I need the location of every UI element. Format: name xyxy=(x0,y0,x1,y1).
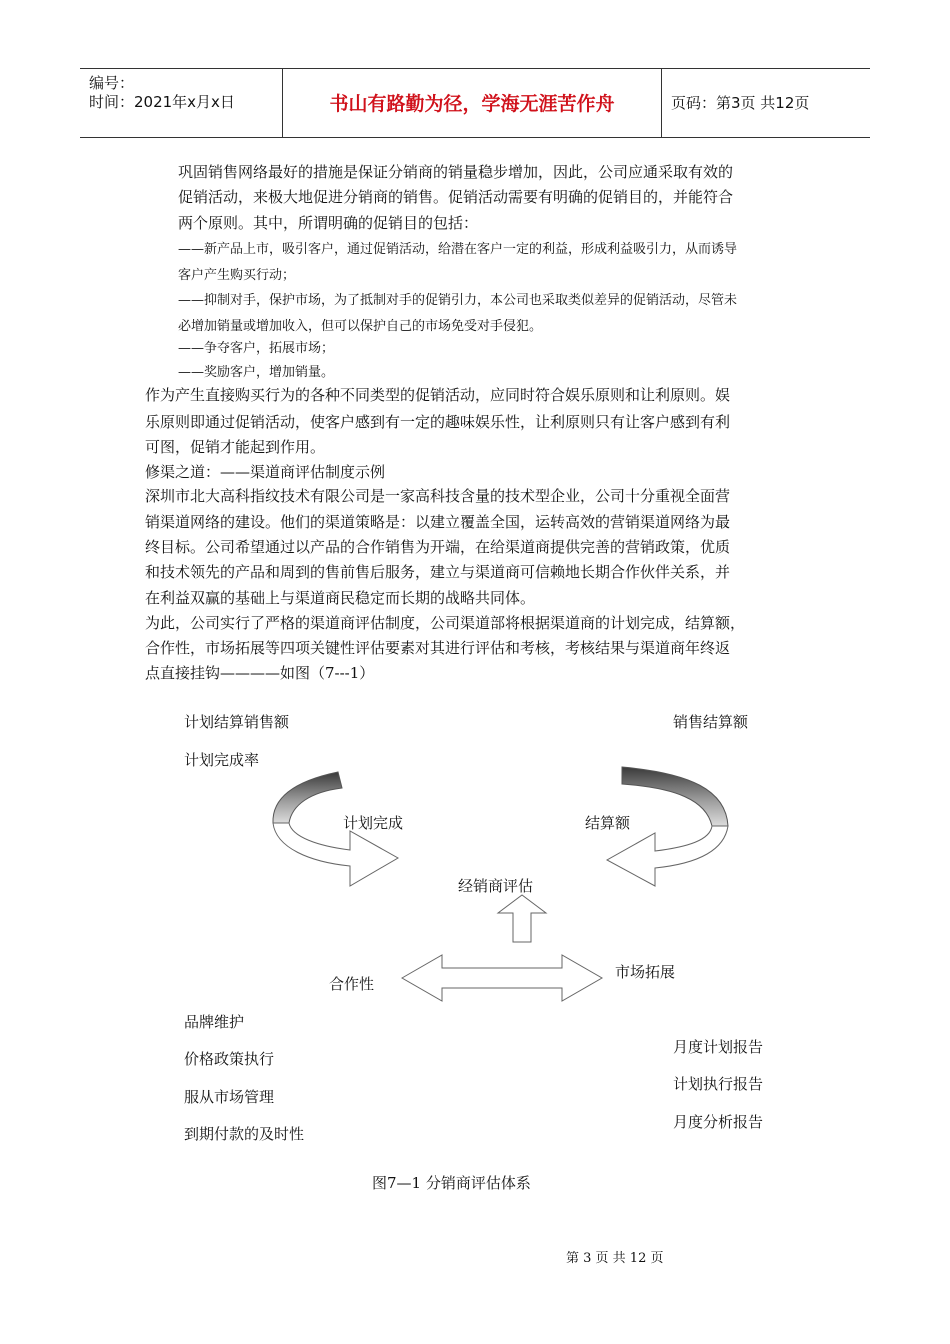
para2-line-2: 乐原则即通过促销活动，使客户感到有一定的趣味娱乐性，让利原则只有让客户感到有利 xyxy=(145,413,731,431)
para1-line-2: 促销活动，来极大地促进分销商的销售。促销活动需要有明确的促销目的，并能符合 xyxy=(178,188,734,206)
top-left-item-2: 计划完成率 xyxy=(184,751,260,769)
right-arrow-label: 结算额 xyxy=(585,814,631,832)
para3-line-2: 销渠道网络的建设。他们的渠道策略是：以建立覆盖全国，运转高效的营销渠道网络为最 xyxy=(145,513,731,531)
para1-line-3: 两个原则。其中，所谓明确的促销目的包括： xyxy=(178,214,479,232)
top-right-item: 销售结算额 xyxy=(673,713,749,731)
footer-page-number: 第 3 页 共 12 页 xyxy=(566,1251,664,1266)
double-arrow xyxy=(402,955,602,1001)
para2-line-3: 可图，促销才能起到作用。 xyxy=(145,438,326,456)
figure-caption: 图7—1 分销商评估体系 xyxy=(372,1174,531,1192)
motto: 书山有路勤为径，学海无涯苦作舟 xyxy=(329,93,615,115)
left-label: 合作性 xyxy=(329,975,375,993)
time-label: 时间：2021年x月x日 xyxy=(89,93,235,111)
bottom-left-item-2: 价格政策执行 xyxy=(184,1050,275,1068)
serial-label: 编号： xyxy=(89,74,135,92)
bullet-line-4: 必增加销量或增加收入，但可以保护自己的市场免受对手侵犯。 xyxy=(178,319,543,334)
top-left-item-1: 计划结算销售额 xyxy=(184,713,290,731)
page-number-label: 页码：第3页 共12页 xyxy=(671,94,810,112)
para3-line-4: 和技术领先的产品和周到的售前售后服务，建立与渠道商可信赖地长期合作伙伴关系，并 xyxy=(145,563,731,581)
left-arrow-label: 计划完成 xyxy=(343,814,404,832)
bottom-right-item-1: 月度计划报告 xyxy=(673,1038,764,1056)
bottom-left-item-4: 到期付款的及时性 xyxy=(184,1125,305,1143)
up-arrow xyxy=(498,895,546,942)
para3-line-1: 深圳市北大高科指纹技术有限公司是一家高科技含量的技术型企业，公司十分重视全面营 xyxy=(145,487,731,505)
para3-line-5: 在利益双赢的基础上与渠道商民稳定而长期的战略共同体。 xyxy=(145,589,536,607)
bottom-left-item-3: 服从市场管理 xyxy=(184,1088,275,1106)
para3-line-3: 终目标。公司希望通过以产品的合作销售为开端，在给渠道商提供完善的营销政策，优质 xyxy=(145,538,731,556)
para4-line-1: 为此，公司实行了严格的渠道商评估制度，公司渠道部将根据渠道商的计划完成，结算额， xyxy=(145,614,746,632)
bottom-left-item-1: 品牌维护 xyxy=(184,1013,245,1031)
bullet-line-6: ——奖励客户，增加销量。 xyxy=(178,365,335,380)
section-title: 修渠之道：——渠道商评估制度示例 xyxy=(145,463,386,481)
bottom-right-item-3: 月度分析报告 xyxy=(673,1113,764,1131)
bullet-line-5: ——争夺客户，拓展市场； xyxy=(178,341,335,356)
right-label: 市场拓展 xyxy=(615,963,676,981)
bottom-right-item-2: 计划执行报告 xyxy=(673,1075,764,1093)
para2-line-1: 作为产生直接购买行为的各种不同类型的促销活动，应同时符合娱乐原则和让利原则。娱 xyxy=(145,386,731,404)
bullet-line-1: ——新产品上市，吸引客户，通过促销活动，给潜在客户一定的利益，形成利益吸引力，从而诱导 xyxy=(178,242,738,257)
para1-line-1: 巩固销售网络最好的措施是保证分销商的销量稳步增加，因此，公司应通采取有效的 xyxy=(178,163,734,181)
para4-line-2: 合作性，市场拓展等四项关键性评估要素对其进行评估和考核，考核结果与渠道商年终返 xyxy=(145,639,731,657)
bullet-line-3: ——抑制对手，保护市场，为了抵制对手的促销引力，本公司也采取类似差异的促销活动，尽管未 xyxy=(178,293,738,308)
bullet-line-2: 客户产生购买行动； xyxy=(178,268,296,283)
center-label: 经销商评估 xyxy=(458,877,534,895)
para4-line-3: 点直接挂钩————如图（7---1） xyxy=(145,664,375,682)
